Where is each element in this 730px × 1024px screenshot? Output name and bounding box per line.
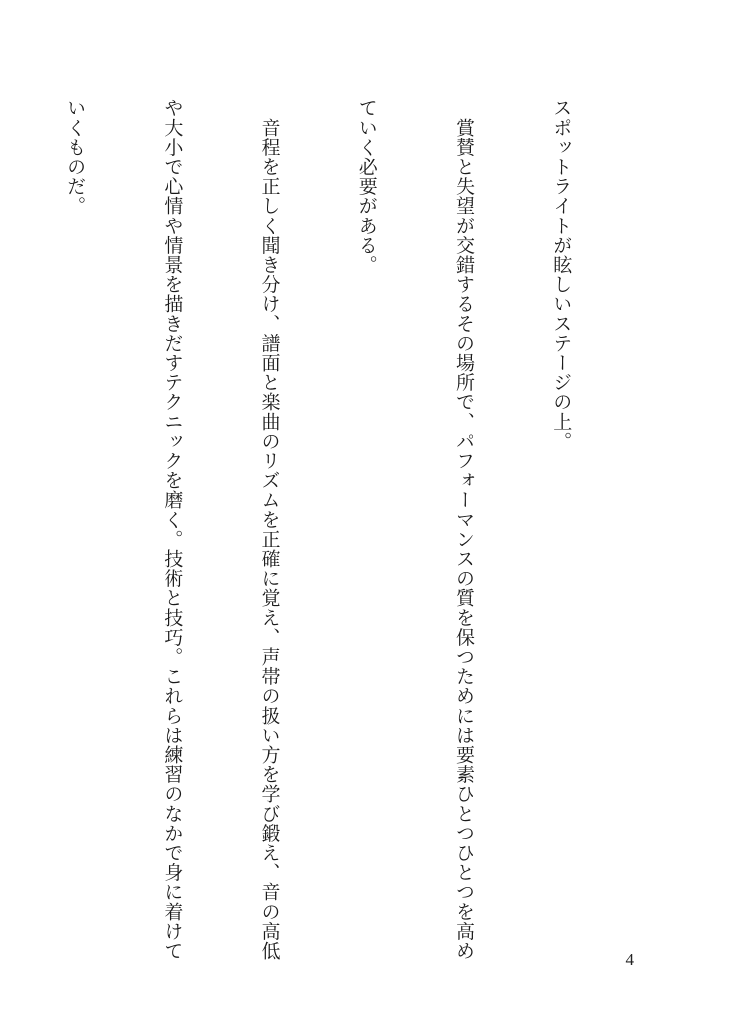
text-line: 賞賛と失望が交錯するその場所で、パフォーマンスの質を保つためには要素ひとつひとつを高め (452, 98, 475, 961)
text-line: ていく必要がある。 (355, 98, 378, 275)
text-line: 音程を正しく聞き分け、譜面と楽曲のリズムを正確に覚え、声帯の扱い方を学び鍛え、音の高低 (258, 98, 281, 961)
text-line: スポットライトが眩しいステージの上。 (550, 98, 573, 451)
body-text (0, 98, 642, 961)
text-line: や大小で心情や情景を描きだすテクニックを磨く。技術と技巧。これらは練習のなかで身に着けて (161, 98, 184, 961)
text-line: いくものだ。 (64, 98, 87, 216)
page-number: 4 (625, 950, 634, 969)
